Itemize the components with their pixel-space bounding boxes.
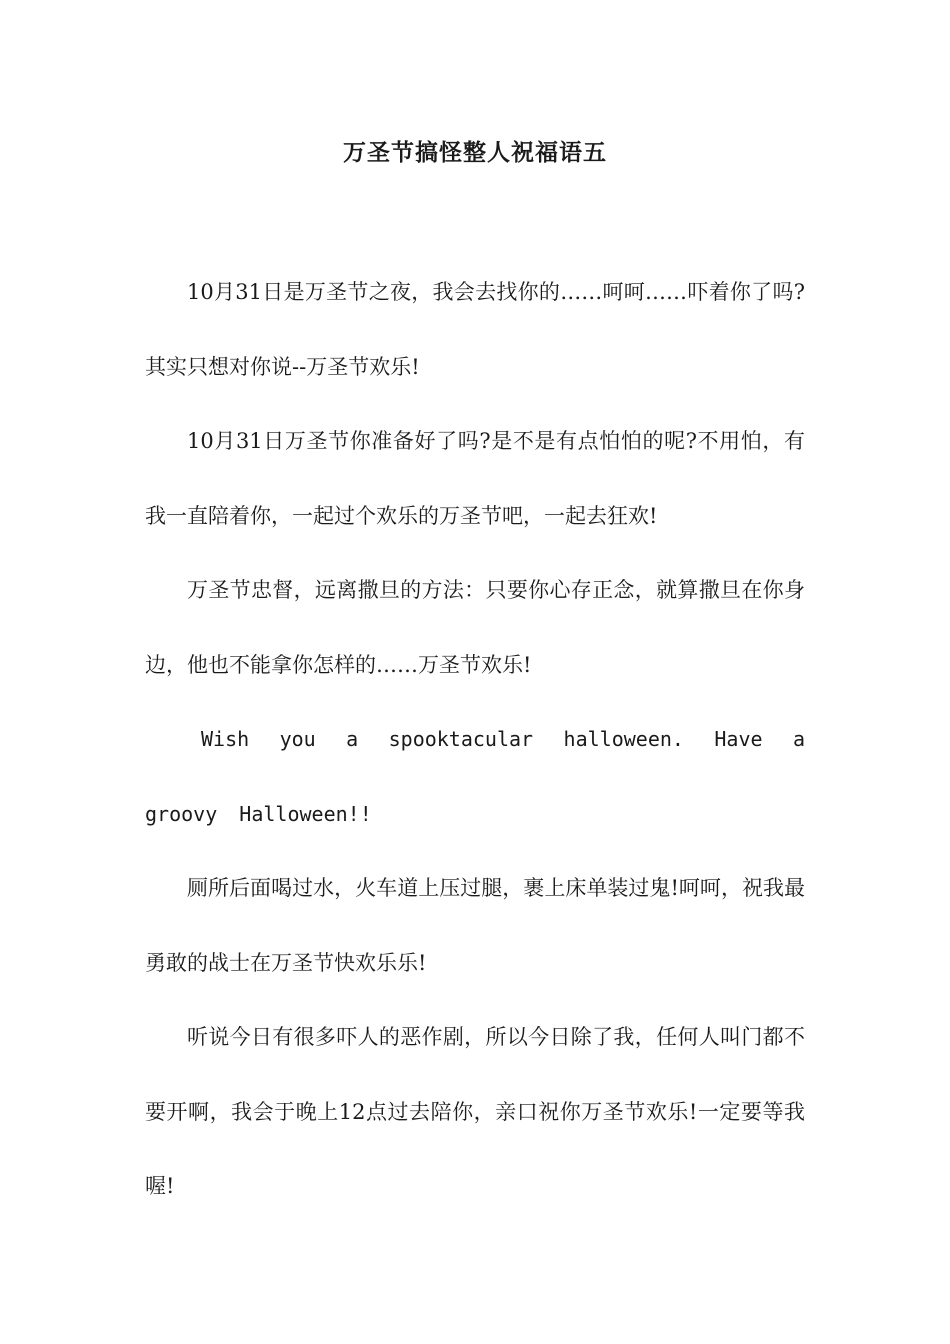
page-title: 万圣节搞怪整人祝福语五	[343, 139, 607, 166]
paragraph-5: 厕所后面喝过水，火车道上压过腿，裹上床单装过鬼!呵呵，祝我最勇敢的战士在万圣节快欢乐乐!	[145, 876, 805, 975]
paragraph-6: 听说今日有很多吓人的恶作剧，所以今日除了我，任何人叫门都不要开啊，我会于晚上12点过去陪你，亲口祝你万圣节欢乐!一定要等我喔!	[145, 1025, 805, 1198]
paragraph-2: 10月31日万圣节你准备好了吗?是不是有点怕怕的呢?不用怕，有我一直陪着你，一起过个欢乐的万圣节吧，一起去狂欢!	[145, 429, 805, 528]
paragraph-1: 10月31日是万圣节之夜，我会去找你的……呵呵……吓着你了吗?其实只想对你说--万圣节欢乐!	[145, 280, 805, 379]
paragraph-4: Wish you a spooktacular halloween. Have a groovy Halloween!!	[145, 727, 805, 826]
paragraph-3: 万圣节忠督，远离撒旦的方法：只要你心存正念，就算撒旦在你身边，他也不能拿你怎样的……万圣节欢乐!	[145, 578, 805, 677]
document-body	[145, 255, 805, 1224]
